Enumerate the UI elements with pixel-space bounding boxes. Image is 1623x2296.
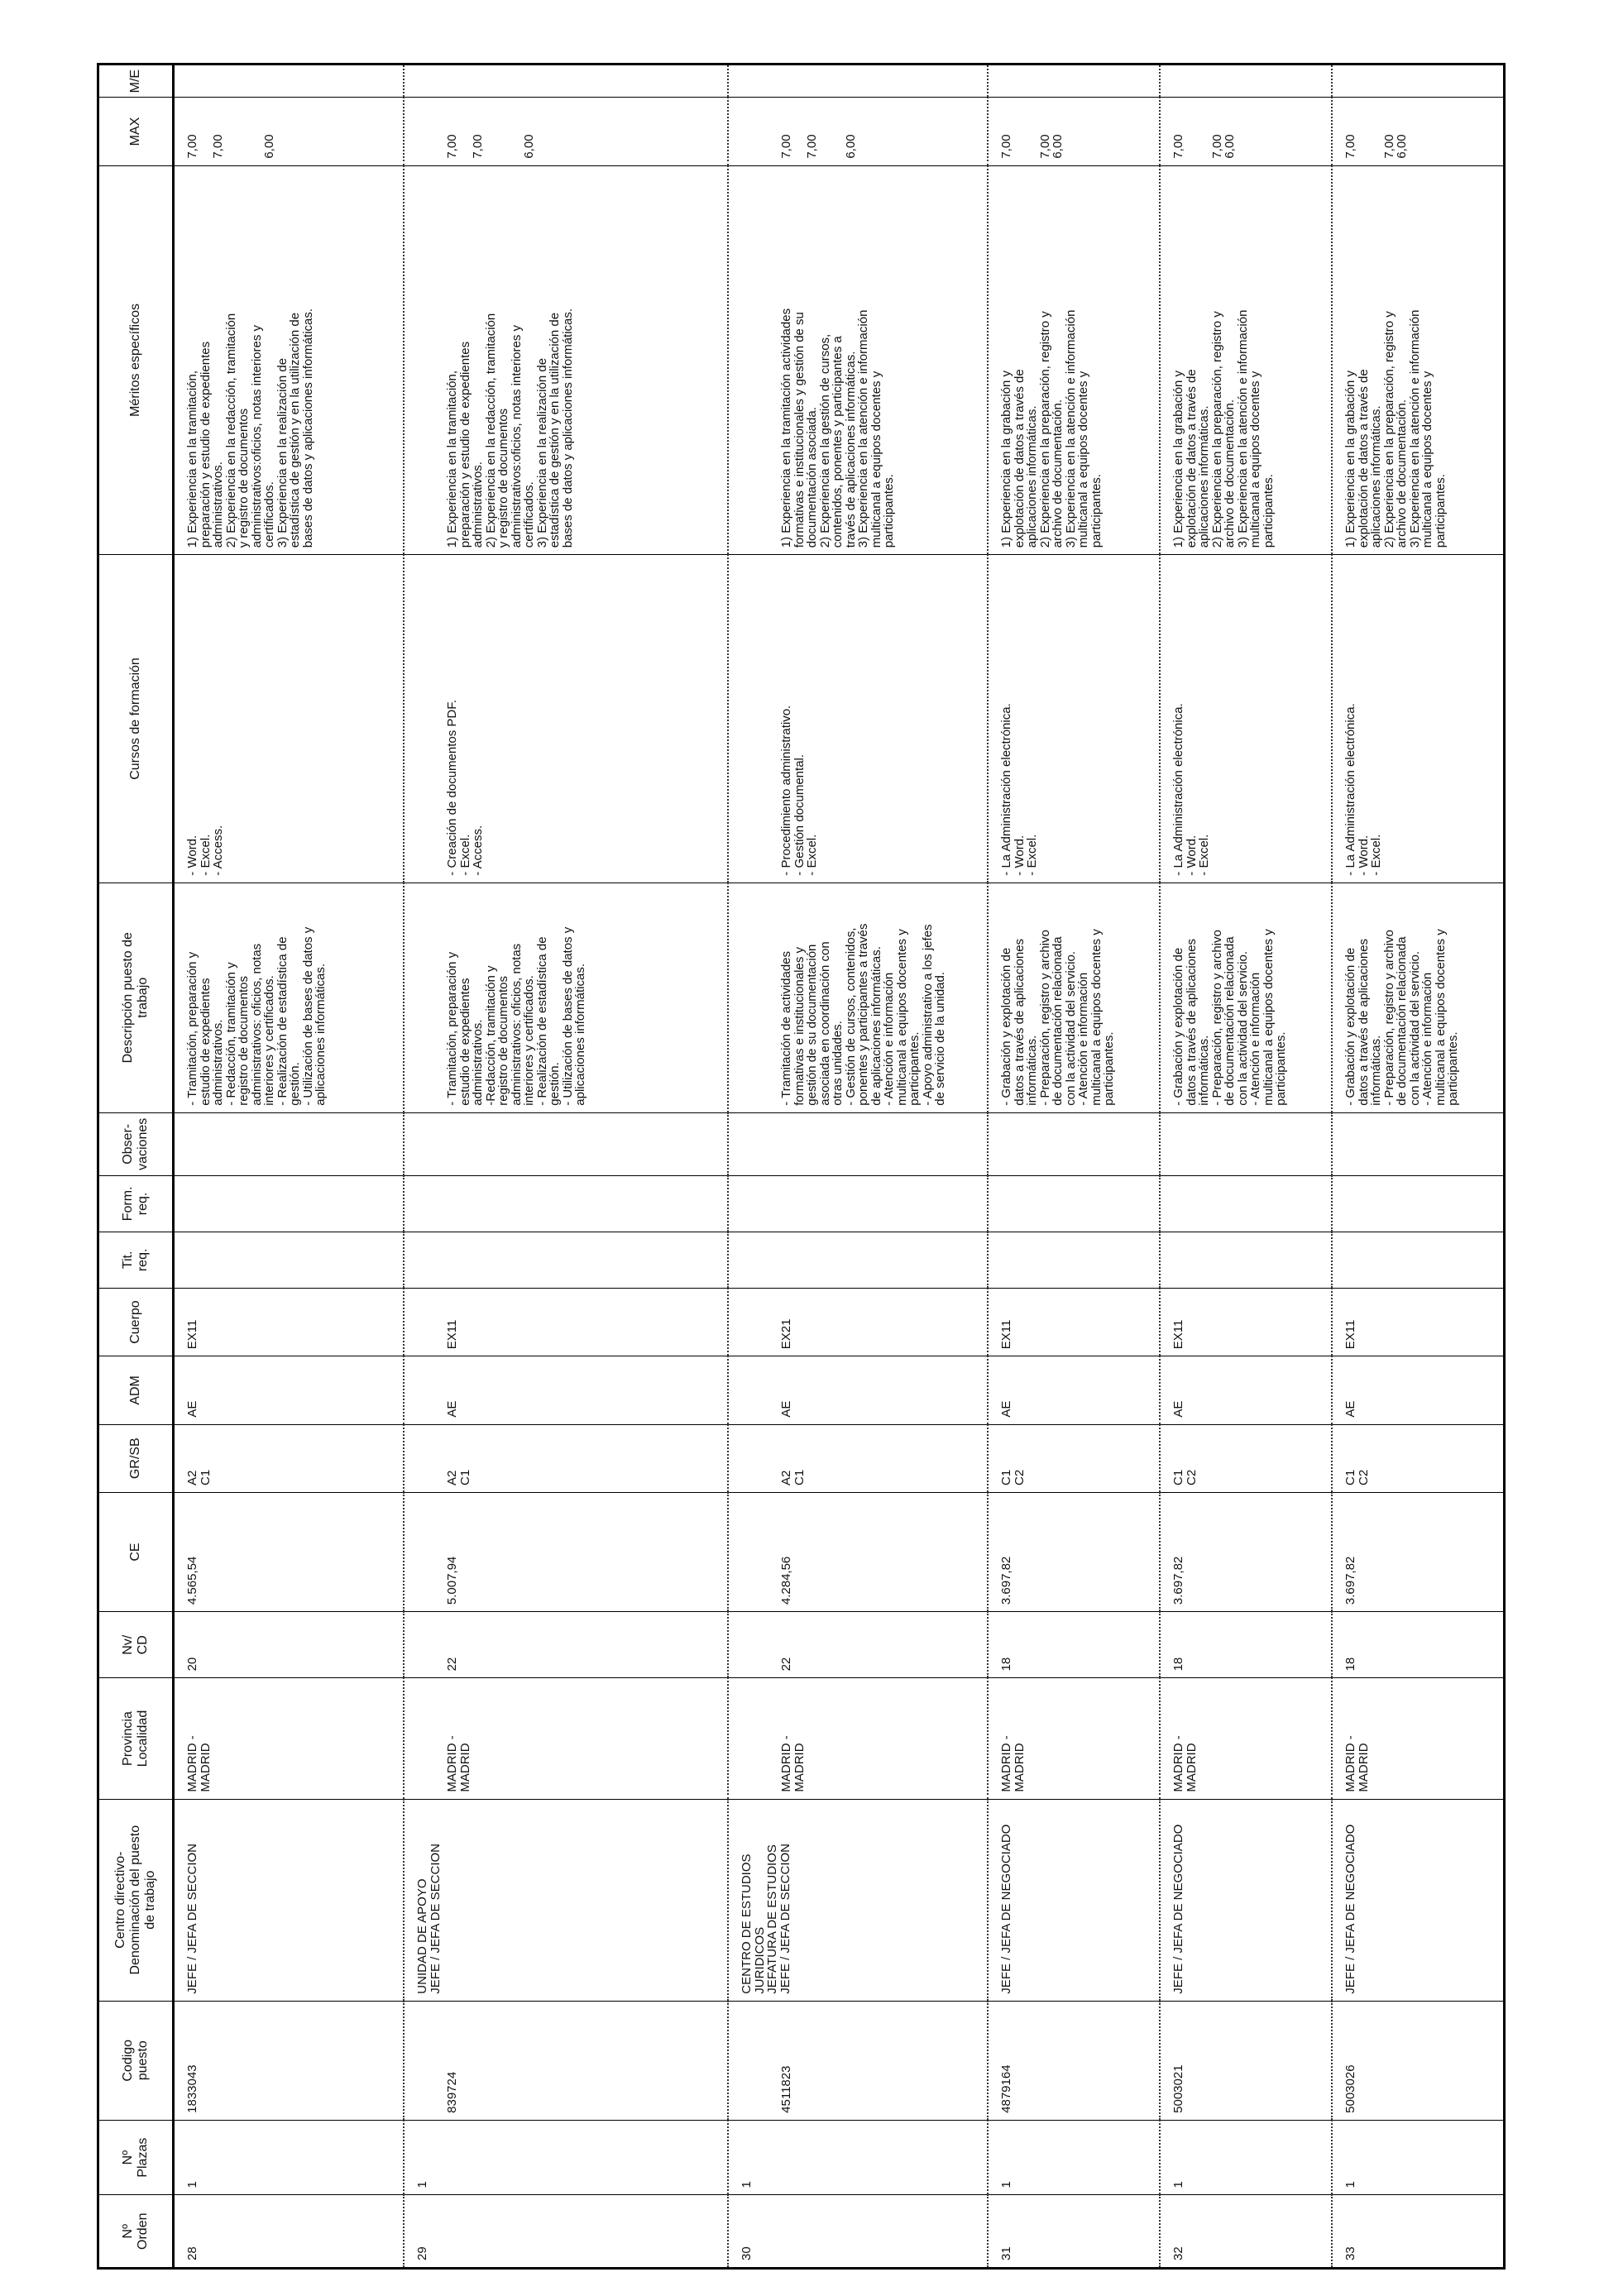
cell-meritos: 1) Experiencia en la grabación y explotación de datos a través de aplicaciones informáticas. 2) Experiencia en la preparación, registro y archivo de documentación. 3) Experiencia en la atención e información multicanal a equipos docentes y participantes. [1332,165,1505,555]
cell-cursos: - Creación de documentos PDF. - Excel. - Access. [404,555,728,883]
header-meritos: Méritos específicos [98,165,174,555]
cell-formacion-req [1160,1175,1332,1232]
cell-max: 7,00 7,00 6,00 [174,98,405,165]
job-positions-table [97,63,1506,2270]
cell-orden: 31 [988,2195,1160,2269]
cell-ce: 5.007,94 [404,1492,728,1611]
cell-orden: 33 [1332,2195,1505,2269]
cell-provincia: MADRID - MADRID [988,1678,1160,1799]
cell-orden: 28 [174,2195,405,2269]
cell-centro [1160,1799,1332,2001]
cell-centro [174,1799,405,2001]
cell-ce: 3.697,82 [1160,1492,1332,1611]
cell-provincia: MADRID - MADRID [1332,1678,1505,1799]
cell-plazas: 1 [728,2120,988,2195]
cell-adm: AE [1160,1356,1332,1424]
cell-cuerpo: EX11 [1332,1288,1505,1356]
cell-observaciones [728,1112,988,1175]
cell-nivel: 18 [988,1612,1160,1678]
header-provincia: Provincia Localidad [98,1678,174,1799]
cell-codigo: 5003021 [1160,2001,1332,2120]
cell-meritos: 1) Experiencia en la tramitación, preparación y estudio de expedientes administrativos. 2) Experiencia en la redacción, tramitación y registro de documentos administrativos:oficios, notas interiores y certificados. 3) Experiencia en la realización de estadística de gestión y en la utilización de bases de datos y aplicaciones informáticas. [174,165,405,555]
cell-nivel: 18 [1160,1612,1332,1678]
header-codigo: Codigo puesto [98,2001,174,2120]
table-row [404,65,728,2269]
cell-provincia: MADRID - MADRID [1160,1678,1332,1799]
cell-formacion-req [988,1175,1160,1232]
cell-meritos: 1) Experiencia en la grabación y explotación de datos a través de aplicaciones informáticas. 2) Experiencia en la preparación, registro y archivo de documentación. 3) Experiencia en la atención e información multicanal a equipos docentes y participantes. [1160,165,1332,555]
cell-observaciones [404,1112,728,1175]
cell-cuerpo: EX11 [174,1288,405,1356]
cell-nivel: 20 [174,1612,405,1678]
cell-descripcion: - Grabación y explotación de datos a través de aplicaciones informáticas. - Preparación, registro y archivo de documentación relacionada con la actividad del servicio. - Atención e información multicanal a equipos docentes y participantes. [988,883,1160,1112]
cell-me [728,65,988,98]
centro-puesto: JEFE / JEFA DE NEGOCIADO [999,1824,1013,1994]
cell-adm: AE [988,1356,1160,1424]
cell-orden: 30 [728,2195,988,2269]
header-titulacion: Tit. req. [98,1232,174,1288]
table-row [1332,65,1505,2269]
cell-grupo: A2 C1 [728,1424,988,1492]
cell-descripcion: - Tramitación, preparación y estudio de expedientes administrativos. - Redacción, tramitación y registro de documentos administrativos: oficios, notas interiores y certificados. - Realización de estadística de gestión. - Utilización de bases de datos y aplicaciones informáticas. [174,883,405,1112]
cell-grupo: C1 C2 [1332,1424,1505,1492]
cell-codigo: 1833043 [174,2001,405,2120]
cell-codigo: 4879164 [988,2001,1160,2120]
cell-me [404,65,728,98]
centro-puesto: JEFE / JEFA DE NEGOCIADO [1171,1824,1185,1994]
cell-cursos: - Procedimiento administrativo. - Gestión documental. - Excel. [728,555,988,883]
header-formacion-req: Form. req. [98,1175,174,1232]
cell-orden: 32 [1160,2195,1332,2269]
cell-formacion-req [1332,1175,1505,1232]
cell-max: 7,00 7,00 6,00 [728,98,988,165]
cell-cuerpo: EX21 [728,1288,988,1356]
cell-cuerpo: EX11 [988,1288,1160,1356]
header-cursos: Cursos de formación [98,555,174,883]
cell-meritos: 1) Experiencia en la tramitación actividades formativas e institucionales y gestión de su documentación asociada. 2) Experiencia en la gestión de cursos, contenidos, ponentes y participantes a través de aplicaciones informáticas. 3) Experiencia en la atención e información multicanal a equipos docentes y participantes. [728,165,988,555]
header-ce: CE [98,1492,174,1611]
rotated-table-sheet [97,63,1604,2270]
centro-puesto: JEFE / JEFA DE SECCION [185,1843,199,1994]
table-row [988,65,1160,2269]
header-me: M/E [98,65,174,98]
cell-formacion-req [404,1175,728,1232]
cell-me [1160,65,1332,98]
cell-centro [404,1799,728,2001]
cell-max: 7,00 7,00 6,00 [988,98,1160,165]
cell-nivel: 18 [1332,1612,1505,1678]
cell-provincia: MADRID - MADRID [404,1678,728,1799]
header-grupo: GR/SB [98,1424,174,1492]
cell-provincia: MADRID - MADRID [728,1678,988,1799]
cell-me [1332,65,1505,98]
centro-unidad: UNIDAD DE APOYO [415,1878,429,1994]
cell-orden: 29 [404,2195,728,2269]
cell-titulacion [1160,1232,1332,1288]
cell-me [988,65,1160,98]
header-descripcion: Descripción puesto de trabajo [98,883,174,1112]
cell-cuerpo: EX11 [1160,1288,1332,1356]
centro-puesto: JEFE / JEFA DE SECCION [428,1843,443,1994]
cell-formacion-req [728,1175,988,1232]
cell-centro [988,1799,1160,2001]
cell-max: 7,00 7,00 6,00 [1160,98,1332,165]
cell-descripcion: - Tramitación, preparación y estudio de expedientes administrativos. -Redacción, tramitación y registro de documentos administrativos: oficios, notas interiores y certificados. - Realización de estadística de gestión. - Utilización de bases de datos y aplicaciones informáticas. [404,883,728,1112]
cell-observaciones [1332,1112,1505,1175]
cell-grupo: C1 C2 [1160,1424,1332,1492]
cell-plazas: 1 [174,2120,405,2195]
cell-ce: 3.697,82 [1332,1492,1505,1611]
cell-observaciones [988,1112,1160,1175]
header-observaciones: Obser- vaciones [98,1112,174,1175]
cell-me [174,65,405,98]
cell-cursos: - La Administración electrónica. - Word. - Excel. [988,555,1160,883]
header-centro: Centro directivo- Denominación del puesto de trabajo [98,1799,174,2001]
cell-cursos: - Word. - Excel. - Access. [174,555,405,883]
header-plazas: Nº Plazas [98,2120,174,2195]
cell-titulacion [988,1232,1160,1288]
cell-adm: AE [728,1356,988,1424]
cell-formacion-req [174,1175,405,1232]
cell-observaciones [174,1112,405,1175]
cell-meritos: 1) Experiencia en la tramitación, preparación y estudio de expedientes administrativos. 2) Experiencia en la redacción, tramitación y registro de documentos administrativos:oficios, notas interiores y certificados. 3) Experiencia en la realización de estadística de gestión y en la utilización de bases de datos y aplicaciones informáticas. [404,165,728,555]
cell-provincia: MADRID - MADRID [174,1678,405,1799]
cell-cursos: - La Administración electrónica. - Word. - Excel. [1160,555,1332,883]
cell-ce: 4.565,54 [174,1492,405,1611]
cell-codigo: 4511823 [728,2001,988,2120]
cell-adm: AE [1332,1356,1505,1424]
cell-plazas: 1 [1160,2120,1332,2195]
cell-plazas: 1 [988,2120,1160,2195]
table-row [728,65,988,2269]
cell-cursos: - La Administración electrónica. - Word. - Excel. [1332,555,1505,883]
cell-nivel: 22 [404,1612,728,1678]
cell-ce: 4.284,56 [728,1492,988,1611]
header-adm: ADM [98,1356,174,1424]
cell-max: 7,00 7,00 6,00 [404,98,728,165]
cell-plazas: 1 [404,2120,728,2195]
cell-titulacion [728,1232,988,1288]
centro-puesto: JEFE / JEFA DE SECCION [778,1843,792,1994]
cell-descripcion: - Grabación y explotación de datos a través de aplicaciones informáticas. - Preparación, registro y archivo de documentación relacionada con la actividad del servicio. - Atención e información multicanal a equipos docentes y participantes. [1160,883,1332,1112]
header-cuerpo: Cuerpo [98,1288,174,1356]
cell-meritos: 1) Experiencia en la grabación y explotación de datos a través de aplicaciones informáticas. 2) Experiencia en la preparación, registro y archivo de documentación. 3) Experiencia en la atención e información multicanal a equipos docentes y participantes. [988,165,1160,555]
cell-cuerpo: EX11 [404,1288,728,1356]
cell-titulacion [174,1232,405,1288]
cell-adm: AE [404,1356,728,1424]
header-max: MAX [98,98,174,165]
header-nivel: Nv/ CD [98,1612,174,1678]
cell-descripcion: - Tramitación de actividades formativas e institucionales y gestión de su documentación asociada en coordinación con otras unidades. - Gestión de cursos, contenidos, ponentes y participantes a través de aplicaciones informáticas. - Atención e información multicanal a equipos docentes y participantes. - Apoyo administrativo a los jefes de servicio de la unidad. [728,883,988,1112]
cell-descripcion: - Grabación y explotación de datos a través de aplicaciones informáticas. - Preparación, registro y archivo de documentación relacionada con la actividad del servicio. - Atención e información multicanal a equipos docentes y participantes. [1332,883,1505,1112]
cell-ce: 3.697,82 [988,1492,1160,1611]
cell-plazas: 1 [1332,2120,1505,2195]
cell-codigo: 5003026 [1332,2001,1505,2120]
table-row [1160,65,1332,2269]
cell-observaciones [1160,1112,1332,1175]
cell-adm: AE [174,1356,405,1424]
centro-unidad: CENTRO DE ESTUDIOS JURIDICOS JEFATURA DE ESTUDIOS [740,1844,779,1994]
cell-grupo: C1 C2 [988,1424,1160,1492]
cell-centro [1332,1799,1505,2001]
cell-max: 7,00 7,00 6,00 [1332,98,1505,165]
centro-puesto: JEFE / JEFA DE NEGOCIADO [1343,1824,1357,1994]
table-header-row [98,65,174,2269]
cell-nivel: 22 [728,1612,988,1678]
cell-grupo: A2 C1 [174,1424,405,1492]
cell-titulacion [404,1232,728,1288]
cell-codigo: 839724 [404,2001,728,2120]
cell-centro [728,1799,988,2001]
header-orden: Nº Orden [98,2195,174,2269]
table-row [174,65,405,2269]
cell-titulacion [1332,1232,1505,1288]
cell-grupo: A2 C1 [404,1424,728,1492]
